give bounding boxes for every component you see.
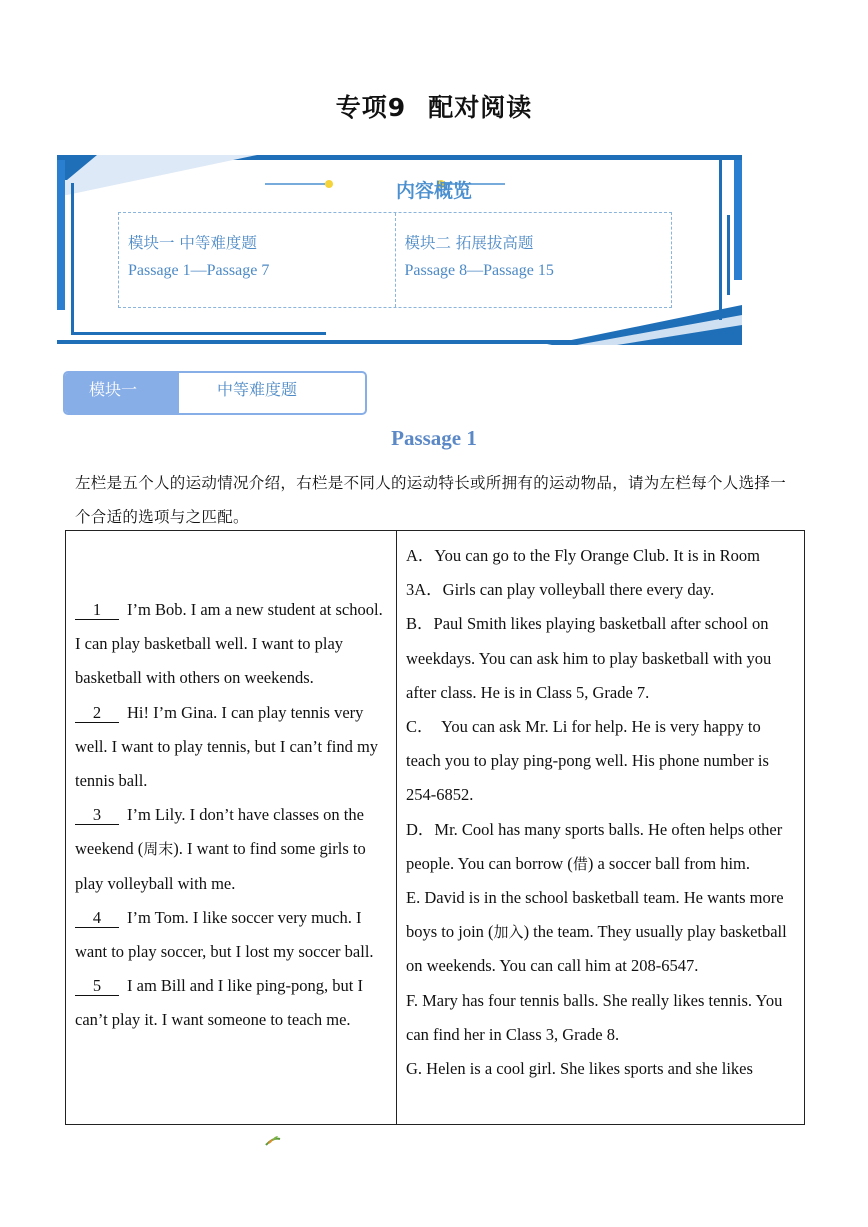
option-letter: G.	[406, 1059, 427, 1079]
option-letter: F.	[406, 990, 423, 1010]
option-letter: E.	[406, 888, 425, 908]
answer-blank[interactable]: 3	[75, 806, 119, 825]
option-text: Mary has four tennis balls. She really likes tennis. You can find her in Class 3, Grade 8.	[406, 990, 783, 1044]
person-text: I’m Bob. I am a new student at school. I can play basketball well. I want to play basketball with others on weekends.	[75, 600, 383, 688]
person-item-5	[75, 969, 390, 1037]
person-text: I am Bill and I like ping-pong, but I can’t play it. I want someone to teach me.	[75, 976, 364, 1030]
option-d	[406, 813, 796, 881]
person-text: Hi! I’m Gina. I can play tennis very well. I want to play tennis, but I can’t find my tennis ball.	[75, 702, 379, 791]
person-item-4	[75, 901, 390, 969]
overview-module-1-range: Passage 1—Passage 7	[128, 262, 270, 279]
person-item-2	[75, 696, 390, 799]
option-gloss: 加入	[493, 923, 524, 942]
passage-instructions: 左栏是五个人的运动情况介绍，右栏是不同人的运动特长或所拥有的运动物品，请为左栏每个人选择一个合适的选项与之匹配。	[75, 474, 787, 526]
options-column	[397, 531, 804, 1124]
passage-title: Passage 1	[391, 426, 477, 450]
option-b	[406, 607, 796, 710]
overview-module-2	[395, 213, 672, 307]
answer-blank[interactable]: 5	[75, 977, 119, 996]
option-text: You can ask Mr. Li for help. He is very happy to teach you to play ping-pong well. His phone number is 254-6852.	[406, 717, 774, 805]
matching-table	[65, 530, 805, 1125]
person-item-3	[75, 798, 390, 901]
option-text: You can go to the Fly Orange Club. It is in Room 3A．Girls can play volleyball there every day.	[406, 546, 760, 600]
option-c	[406, 710, 796, 813]
answer-blank[interactable]: 2	[75, 704, 119, 723]
overview-module-2-name: 模块二 拓展拔高题	[404, 234, 534, 252]
option-letter: B．	[406, 614, 434, 634]
option-letter: C．	[406, 717, 434, 737]
option-text: David is in the school basketball team. He wants more boys to join (	[406, 888, 784, 942]
option-text: Paul Smith likes playing basketball after school on weekdays. You can ask him to play basketball with you after class. He is in Class 5, Grade 7.	[406, 614, 772, 702]
overview-box	[118, 212, 672, 308]
overview-heading: 内容概览	[395, 180, 472, 202]
person-item-1	[75, 593, 390, 696]
option-e	[406, 881, 796, 984]
option-gloss: 借	[572, 854, 588, 873]
option-text: Mr. Cool has many sports balls. He often helps other people. You can borrow (	[406, 819, 783, 873]
answer-blank[interactable]: 4	[75, 909, 119, 928]
overview-module-1	[119, 213, 395, 307]
option-letter: D．	[406, 819, 435, 839]
option-letter: A．	[406, 546, 435, 565]
overview-module-2-range: Passage 8—Passage 15	[404, 262, 554, 279]
answer-blank[interactable]: 1	[75, 601, 119, 620]
option-text-end: ) a soccer ball from him.	[587, 853, 751, 873]
option-g	[406, 1052, 796, 1086]
option-text: Helen is a cool girl. She likes sports and she likes	[426, 1059, 753, 1079]
person-text-end: ). I want to find some girls to play volleyball with me.	[75, 839, 366, 893]
people-column	[66, 531, 397, 1124]
leaf-logo-icon	[264, 1134, 282, 1152]
person-text: I’m Tom. I like soccer very much. I want to play soccer, but I lost my soccer ball.	[75, 907, 374, 962]
person-gloss: 周末	[143, 840, 174, 859]
module-label	[63, 371, 367, 415]
option-f	[406, 984, 796, 1052]
page-title	[0, 88, 868, 124]
module-name: 中等难度题	[217, 380, 298, 399]
option-a	[406, 539, 796, 607]
module-tag: 模块一	[65, 373, 179, 413]
overview-module-1-name: 模块一 中等难度题	[128, 234, 257, 252]
person-text: I’m Lily. I don’t have classes on the weekend (	[75, 805, 364, 859]
option-text-end: ) the team. They usually play basketball on weekends. You can call him at 208-6547.	[406, 922, 787, 976]
title-part1: 专项9	[335, 93, 407, 122]
title-part2: 配对阅读	[428, 93, 533, 122]
